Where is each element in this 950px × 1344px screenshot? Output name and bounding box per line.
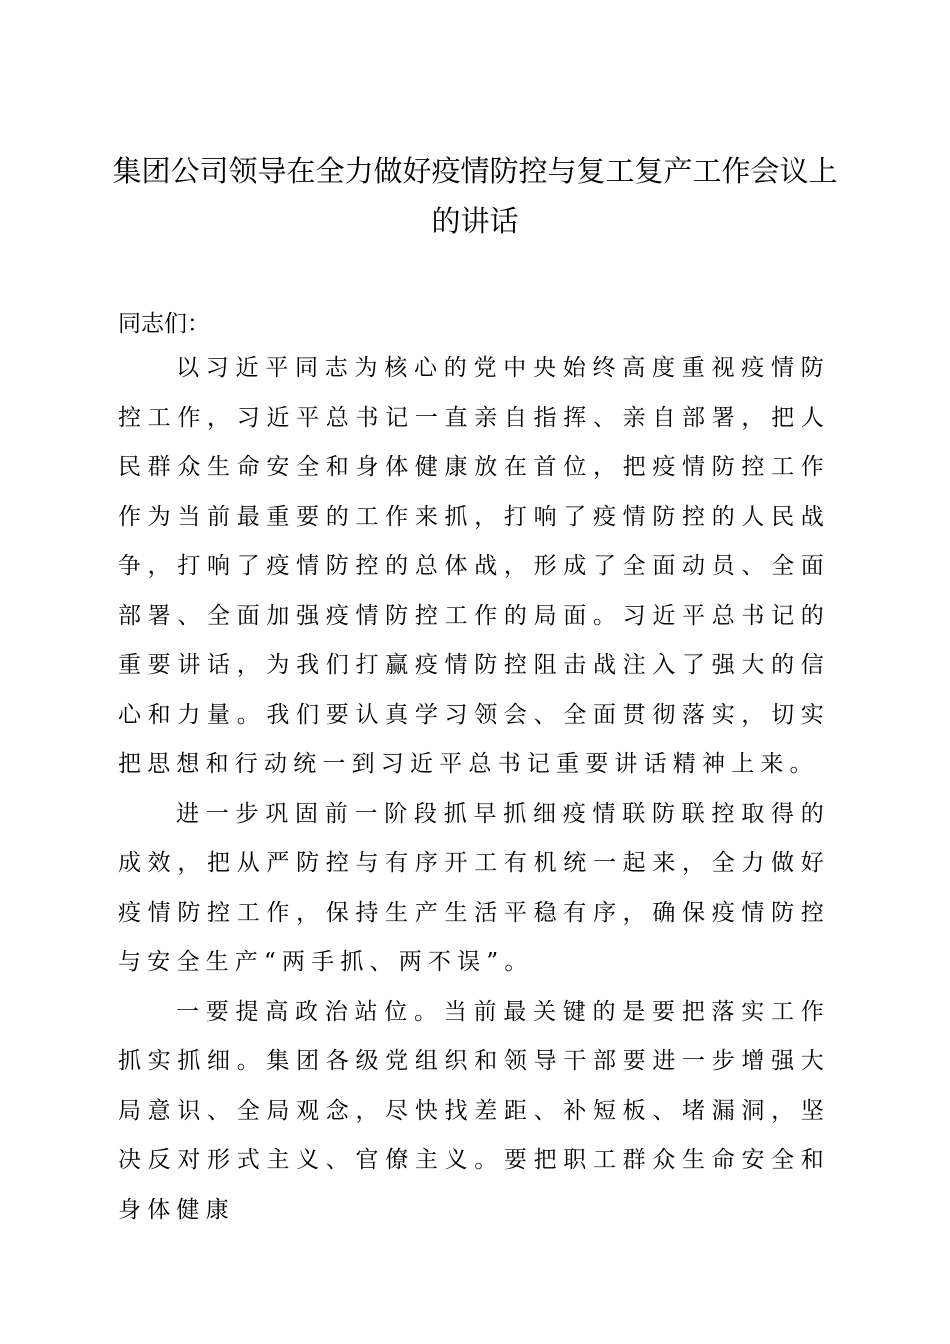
salutation: 同志们： [118,311,210,337]
paragraph-3: 一要提高政治站位。当前最关键的是要把落实工作抓实抓细。集团各级党组织和领导干部要进一步增强大局意识、全局观念，尽快找差距、补短板、堵漏洞，坚决反对形式主义、官僚主义。要把职工群众生命安全和身体健康 [118,998,830,1223]
paragraph-2: 进一步巩固前一阶段抓早抓细疫情联防联控取得的成效，把从严防控与有序开工有机统一起来，全力做好疫情防控工作，保持生产生活平稳有序，确保疫情防控与安全生产“两手抓、两不误”。 [118,800,830,975]
document-body [118,344,830,1235]
paragraph-1: 以习近平同志为核心的党中央始终高度重视疫情防控工作，习近平总书记一直亲自指挥、亲自部署，把人民群众生命安全和身体健康放在首位，把疫情防控工作作为当前最重要的工作来抓，打响了疫情防控的人民战争，打响了疫情防控的总体战，形成了全面动员、全面部署、全面加强疫情防控工作的局面。习近平总书记的重要讲话，为我们打赢疫情防控阻击战注入了强大的信心和力量。我们要认真学习领会、全面贯彻落实，切实把思想和行动统一到习近平总书记重要讲话精神上来。 [118,355,830,777]
document-title: 集团公司领导在全力做好疫情防控与复工复产工作会议上的讲话 [112,154,838,238]
